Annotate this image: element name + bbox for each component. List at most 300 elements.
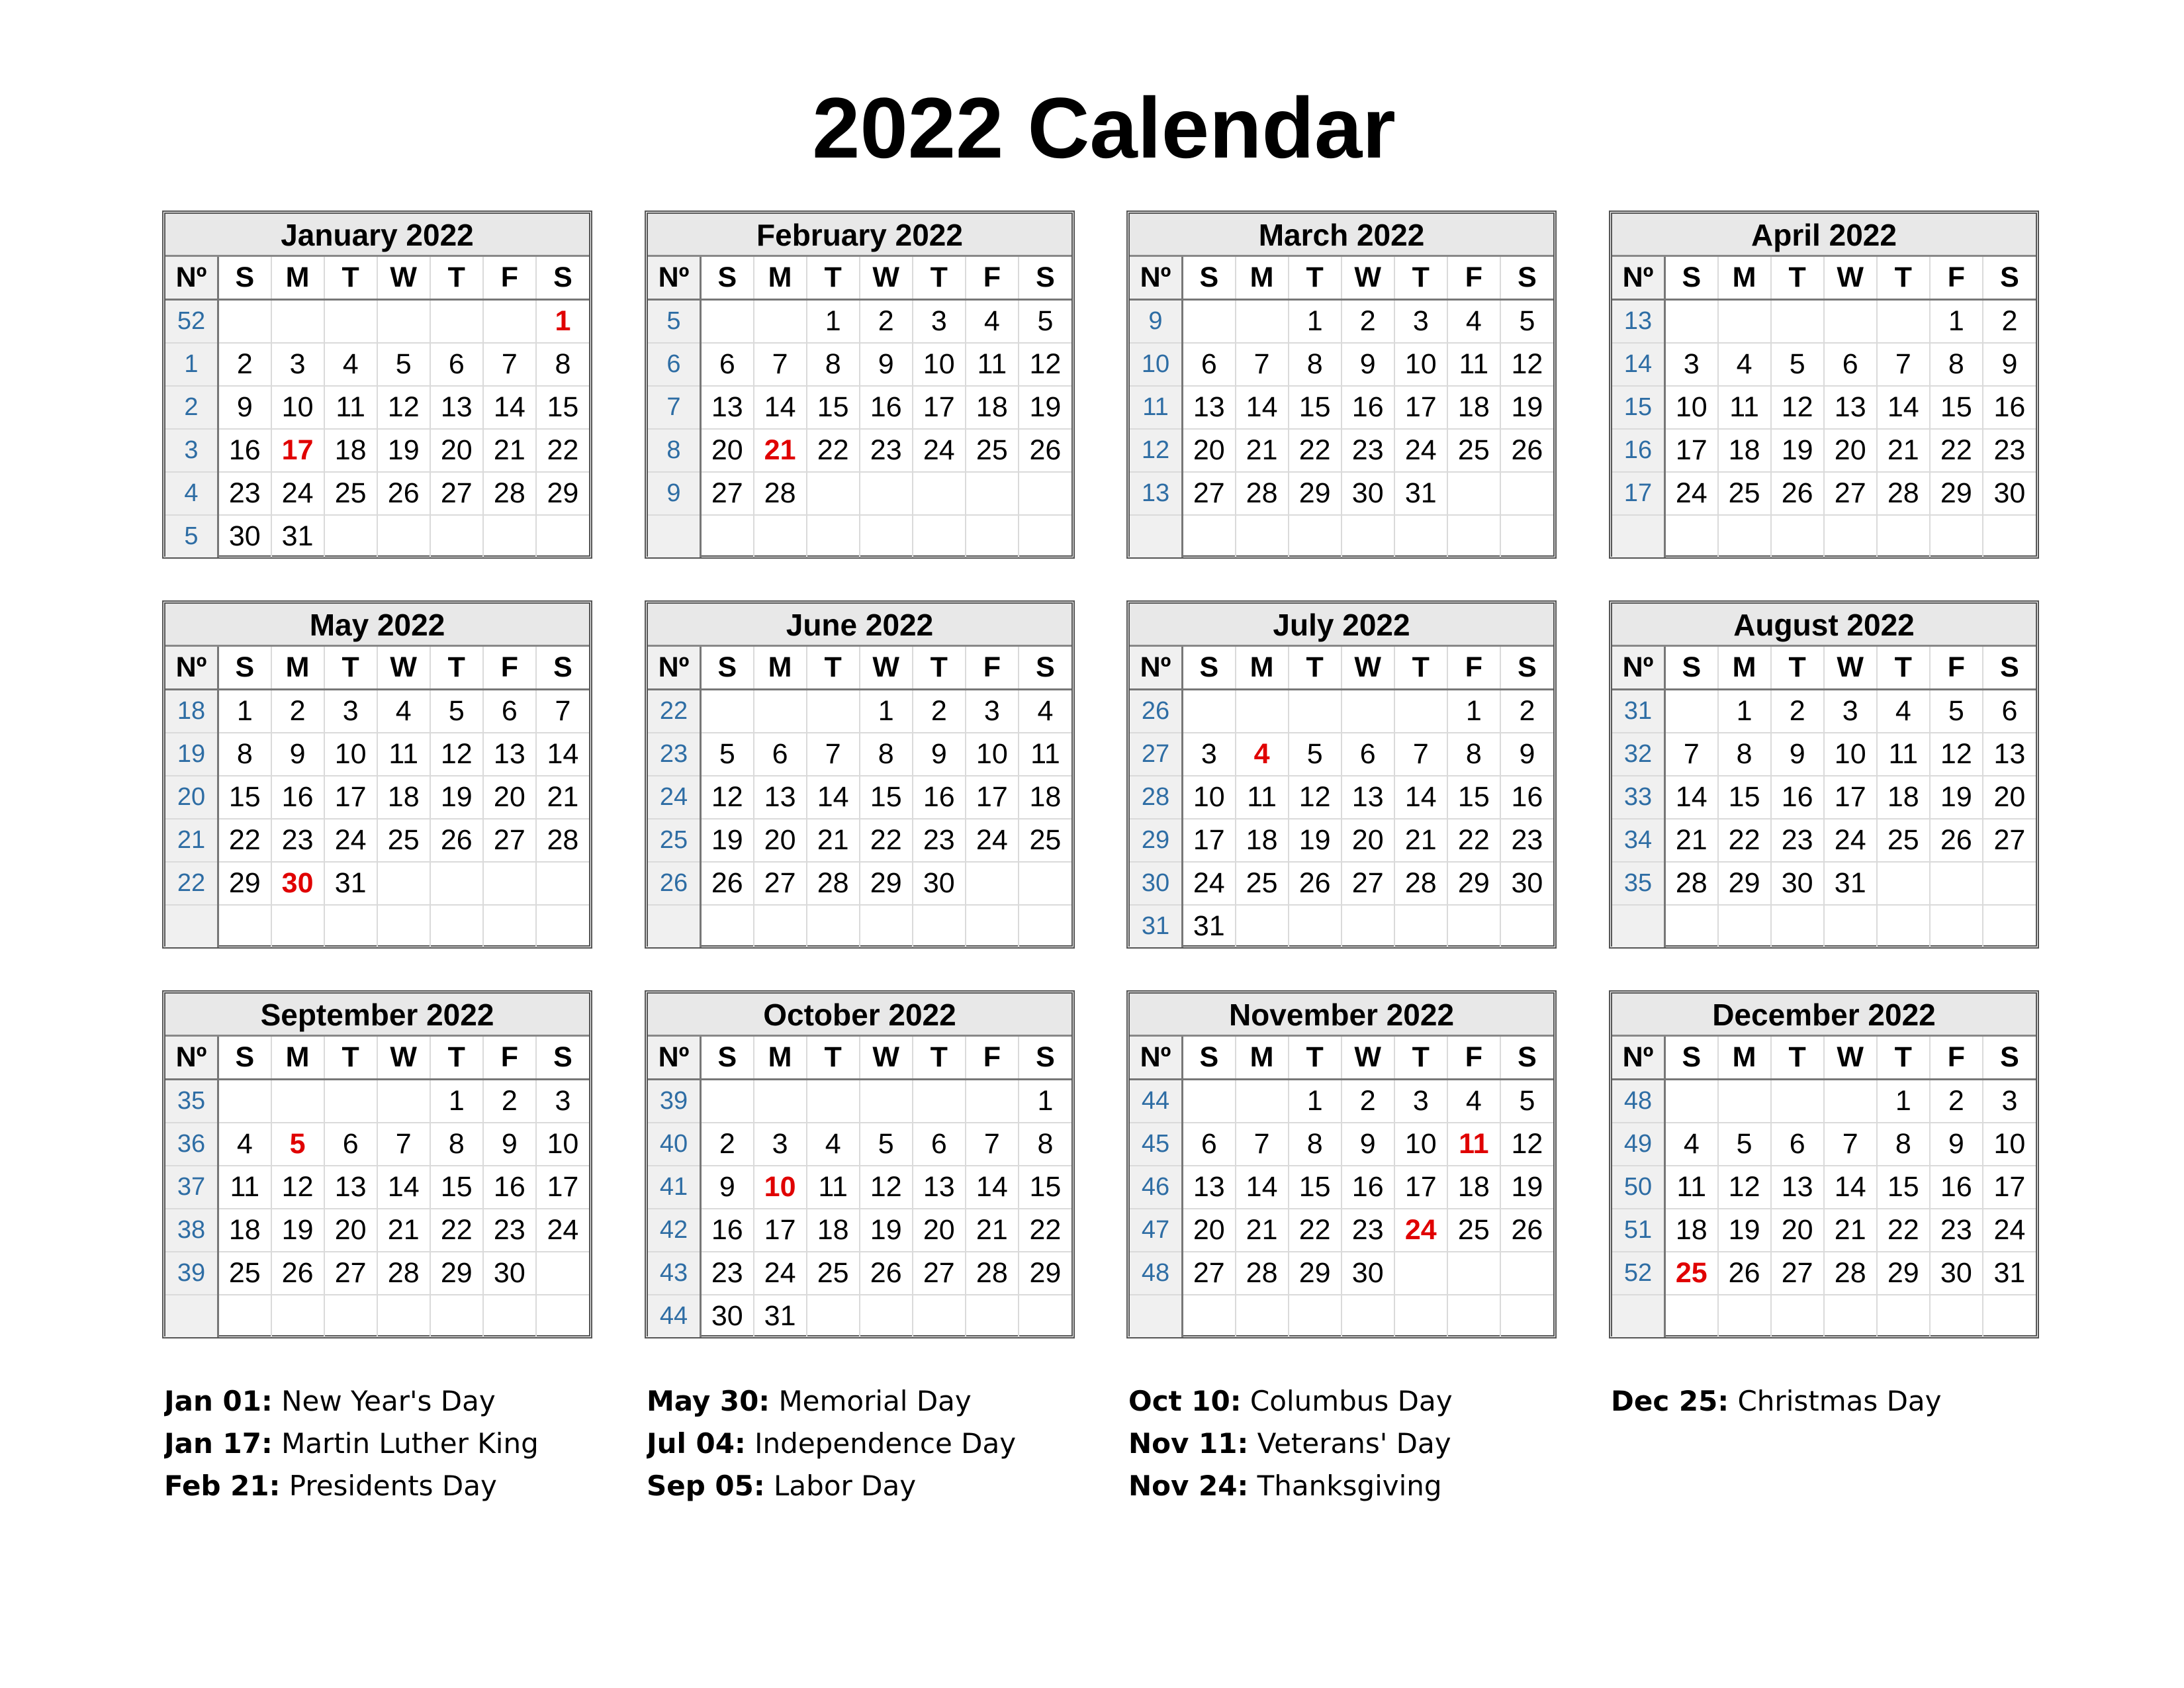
weekday-header: S	[1500, 1037, 1553, 1080]
week-number: 1	[165, 343, 218, 386]
weekday-header: T	[1394, 257, 1447, 300]
week-row	[165, 862, 589, 905]
day-cell: 24	[913, 429, 966, 472]
week-row	[165, 1295, 589, 1337]
day-cell: 24	[536, 1209, 589, 1252]
day-cell: 27	[1983, 819, 2036, 862]
holiday-name: New Year's Day	[272, 1385, 496, 1417]
day-cell	[483, 515, 536, 557]
week-number: 17	[1612, 472, 1665, 515]
month-title: September 2022	[165, 994, 589, 1037]
week-number: 31	[1612, 690, 1665, 733]
weekday-header: W	[1824, 257, 1877, 300]
day-cell: 25	[966, 429, 1019, 472]
weekday-header: F	[483, 1037, 536, 1080]
month-title: August 2022	[1612, 604, 2036, 647]
day-cell: 3	[966, 690, 1019, 733]
weekday-header: F	[1447, 647, 1500, 690]
day-cell: 17	[1394, 386, 1447, 429]
day-cell: 8	[430, 1123, 483, 1166]
day-cell: 12	[1500, 1123, 1553, 1166]
week-number: 52	[165, 300, 218, 344]
day-cell	[1447, 905, 1500, 947]
week-number: 51	[1612, 1209, 1665, 1252]
weekday-header: T	[1877, 647, 1930, 690]
day-cell: 1	[1718, 690, 1771, 733]
day-cell: 17	[536, 1166, 589, 1209]
week-number: 19	[165, 733, 218, 776]
day-cell: 2	[1342, 1080, 1394, 1123]
weekday-header-row	[1130, 647, 1553, 690]
week-number-header: Nº	[165, 257, 218, 300]
day-cell	[913, 515, 966, 557]
week-row	[648, 343, 1071, 386]
holiday-item	[1128, 1423, 1592, 1465]
holiday-day-cell: 25	[1665, 1252, 1718, 1295]
day-cell: 8	[536, 343, 589, 386]
month-grid	[1612, 257, 2036, 557]
day-cell: 2	[1930, 1080, 1983, 1123]
day-cell	[1771, 1080, 1824, 1123]
weekday-header: T	[807, 647, 860, 690]
holiday-date: Oct 10:	[1128, 1385, 1242, 1417]
day-cell: 10	[1665, 386, 1718, 429]
day-cell: 15	[1718, 776, 1771, 819]
holiday-item	[164, 1380, 627, 1423]
day-cell: 26	[1930, 819, 1983, 862]
day-cell: 11	[377, 733, 430, 776]
day-cell: 25	[218, 1252, 271, 1295]
month-grid	[1612, 647, 2036, 947]
week-row	[1612, 1166, 2036, 1209]
weekday-header: S	[1665, 647, 1718, 690]
week-number: 13	[1130, 472, 1183, 515]
day-cell: 3	[913, 300, 966, 344]
month-calendar	[645, 990, 1075, 1338]
month-grid	[165, 1037, 589, 1337]
day-cell: 7	[377, 1123, 430, 1166]
day-cell: 26	[1500, 429, 1553, 472]
weekday-header: M	[1236, 647, 1289, 690]
week-row	[648, 862, 1071, 905]
weekday-header: S	[218, 1037, 271, 1080]
week-row	[165, 819, 589, 862]
month-grid	[165, 257, 589, 557]
weekday-header: S	[536, 257, 589, 300]
day-cell: 12	[1019, 343, 1071, 386]
day-cell	[271, 1295, 324, 1337]
day-cell: 13	[1342, 776, 1394, 819]
week-number: 2	[165, 386, 218, 429]
day-cell: 22	[1289, 429, 1342, 472]
week-row	[165, 1123, 589, 1166]
day-cell: 20	[1183, 429, 1236, 472]
day-cell: 9	[1983, 343, 2036, 386]
day-cell: 4	[1019, 690, 1071, 733]
weekday-header: T	[1289, 647, 1342, 690]
week-number-header: Nº	[1130, 257, 1183, 300]
day-cell: 14	[1394, 776, 1447, 819]
weekday-header: S	[1500, 257, 1553, 300]
week-row	[1130, 733, 1553, 776]
week-row	[1130, 1209, 1553, 1252]
day-cell: 23	[271, 819, 324, 862]
day-cell: 10	[324, 733, 377, 776]
weekday-header: S	[536, 1037, 589, 1080]
day-cell: 21	[1394, 819, 1447, 862]
day-cell	[324, 905, 377, 947]
week-number: 15	[1612, 386, 1665, 429]
weekday-header-row	[1130, 1037, 1553, 1080]
month-title: November 2022	[1130, 994, 1553, 1037]
weekday-header: M	[1236, 257, 1289, 300]
day-cell	[1718, 1080, 1771, 1123]
day-cell: 22	[430, 1209, 483, 1252]
day-cell	[754, 905, 807, 947]
week-number: 13	[1612, 300, 1665, 344]
day-cell: 14	[1236, 386, 1289, 429]
day-cell: 1	[1019, 1080, 1071, 1123]
week-row	[648, 819, 1071, 862]
day-cell: 16	[913, 776, 966, 819]
day-cell: 10	[536, 1123, 589, 1166]
week-number: 48	[1130, 1252, 1183, 1295]
day-cell	[966, 472, 1019, 515]
day-cell: 28	[754, 472, 807, 515]
week-number: 45	[1130, 1123, 1183, 1166]
week-number: 36	[165, 1123, 218, 1166]
day-cell	[1342, 1295, 1394, 1337]
day-cell: 26	[1500, 1209, 1553, 1252]
day-cell: 19	[1500, 1166, 1553, 1209]
weekday-header: T	[807, 1037, 860, 1080]
day-cell: 4	[377, 690, 430, 733]
day-cell: 1	[807, 300, 860, 344]
day-cell	[1983, 515, 2036, 557]
week-number: 8	[648, 429, 701, 472]
day-cell: 5	[377, 343, 430, 386]
weekday-header: T	[913, 1037, 966, 1080]
day-cell: 28	[1236, 1252, 1289, 1295]
day-cell: 18	[1718, 429, 1771, 472]
day-cell: 13	[754, 776, 807, 819]
day-cell: 14	[1665, 776, 1718, 819]
holiday-name: Martin Luther King	[272, 1427, 539, 1460]
holiday-date: Nov 11:	[1128, 1427, 1249, 1460]
day-cell	[1289, 1295, 1342, 1337]
week-number: 7	[648, 386, 701, 429]
day-cell: 7	[536, 690, 589, 733]
day-cell: 18	[1236, 819, 1289, 862]
day-cell: 1	[1930, 300, 1983, 344]
month-calendar	[1126, 211, 1557, 559]
day-cell: 29	[1289, 1252, 1342, 1295]
day-cell: 17	[1983, 1166, 2036, 1209]
month-title: June 2022	[648, 604, 1071, 647]
day-cell: 11	[324, 386, 377, 429]
day-cell	[430, 905, 483, 947]
weekday-header: S	[218, 257, 271, 300]
day-cell: 16	[1983, 386, 2036, 429]
day-cell: 12	[377, 386, 430, 429]
day-cell: 7	[483, 343, 536, 386]
weekday-header: M	[754, 647, 807, 690]
day-cell	[430, 515, 483, 557]
day-cell	[377, 300, 430, 344]
weekday-header-row	[1612, 257, 2036, 300]
day-cell: 10	[913, 343, 966, 386]
day-cell: 6	[324, 1123, 377, 1166]
weekday-header: S	[536, 647, 589, 690]
day-cell	[324, 1080, 377, 1123]
holiday-name: Christmas Day	[1729, 1385, 1942, 1417]
day-cell: 11	[1236, 776, 1289, 819]
day-cell: 18	[1447, 386, 1500, 429]
day-cell	[1183, 1080, 1236, 1123]
day-cell: 2	[1500, 690, 1553, 733]
day-cell	[1236, 1295, 1289, 1337]
weekday-header: F	[1447, 257, 1500, 300]
holiday-item	[647, 1465, 1110, 1507]
week-row	[165, 1252, 589, 1295]
week-row	[165, 343, 589, 386]
day-cell: 21	[1665, 819, 1718, 862]
month-calendar	[1609, 990, 2039, 1338]
day-cell: 11	[1019, 733, 1071, 776]
holiday-name: Columbus Day	[1241, 1385, 1453, 1417]
day-cell: 27	[483, 819, 536, 862]
day-cell: 13	[1771, 1166, 1824, 1209]
day-cell	[483, 862, 536, 905]
day-cell: 1	[1447, 690, 1500, 733]
holiday-date: Jan 01:	[164, 1385, 273, 1417]
week-row	[1612, 905, 2036, 947]
day-cell: 31	[324, 862, 377, 905]
day-cell	[1718, 515, 1771, 557]
day-cell	[218, 300, 271, 344]
day-cell: 9	[218, 386, 271, 429]
day-cell: 11	[1665, 1166, 1718, 1209]
week-number: 26	[648, 862, 701, 905]
month-calendar	[1126, 600, 1557, 949]
day-cell: 15	[1447, 776, 1500, 819]
day-cell: 21	[536, 776, 589, 819]
weekday-header: F	[966, 257, 1019, 300]
day-cell: 6	[913, 1123, 966, 1166]
day-cell: 5	[1718, 1123, 1771, 1166]
day-cell: 9	[1342, 1123, 1394, 1166]
day-cell: 4	[1877, 690, 1930, 733]
week-number-header: Nº	[648, 1037, 701, 1080]
day-cell: 9	[1771, 733, 1824, 776]
day-cell	[1771, 905, 1824, 947]
day-cell: 17	[1394, 1166, 1447, 1209]
weekday-header: M	[1718, 647, 1771, 690]
holiday-item	[647, 1380, 1110, 1423]
month-title: April 2022	[1612, 214, 2036, 257]
week-row	[648, 905, 1071, 947]
week-row	[1612, 862, 2036, 905]
holiday-item	[164, 1465, 627, 1507]
day-cell	[483, 1295, 536, 1337]
week-number: 6	[648, 343, 701, 386]
day-cell: 8	[218, 733, 271, 776]
day-cell	[324, 515, 377, 557]
holiday-day-cell: 10	[754, 1166, 807, 1209]
day-cell: 27	[701, 472, 754, 515]
day-cell: 7	[966, 1123, 1019, 1166]
day-cell: 25	[807, 1252, 860, 1295]
week-number: 9	[648, 472, 701, 515]
holiday-name: Thanksgiving	[1248, 1470, 1442, 1502]
holiday-day-cell: 21	[754, 429, 807, 472]
week-number: 42	[648, 1209, 701, 1252]
day-cell: 9	[701, 1166, 754, 1209]
day-cell	[377, 515, 430, 557]
day-cell: 30	[701, 1295, 754, 1337]
day-cell	[1183, 690, 1236, 733]
holiday-day-cell: 5	[271, 1123, 324, 1166]
weekday-header: S	[1500, 647, 1553, 690]
week-row	[165, 690, 589, 733]
day-cell: 8	[1930, 343, 1983, 386]
day-cell: 21	[1877, 429, 1930, 472]
day-cell: 14	[807, 776, 860, 819]
weekday-header: T	[1394, 647, 1447, 690]
week-number: 24	[648, 776, 701, 819]
week-row	[1612, 733, 2036, 776]
day-cell	[966, 905, 1019, 947]
week-number: 5	[648, 300, 701, 344]
day-cell: 27	[913, 1252, 966, 1295]
day-cell: 16	[218, 429, 271, 472]
day-cell	[1930, 515, 1983, 557]
week-number: 46	[1130, 1166, 1183, 1209]
day-cell: 17	[754, 1209, 807, 1252]
day-cell: 2	[271, 690, 324, 733]
weekday-header: F	[1930, 257, 1983, 300]
week-number: 50	[1612, 1166, 1665, 1209]
day-cell: 24	[1665, 472, 1718, 515]
day-cell	[1824, 300, 1877, 344]
week-row	[1612, 1209, 2036, 1252]
weekday-header-row	[165, 257, 589, 300]
day-cell: 21	[1236, 1209, 1289, 1252]
day-cell: 24	[966, 819, 1019, 862]
week-number	[1612, 1295, 1665, 1337]
day-cell: 26	[271, 1252, 324, 1295]
day-cell: 21	[377, 1209, 430, 1252]
week-row	[1130, 776, 1553, 819]
day-cell: 7	[1394, 733, 1447, 776]
month-calendar	[645, 600, 1075, 949]
day-cell	[1665, 905, 1718, 947]
day-cell	[754, 300, 807, 344]
weekday-header-row	[648, 257, 1071, 300]
day-cell: 5	[1771, 343, 1824, 386]
day-cell	[807, 690, 860, 733]
day-cell: 5	[1019, 300, 1071, 344]
day-cell: 29	[1289, 472, 1342, 515]
day-cell: 14	[1824, 1166, 1877, 1209]
day-cell: 28	[807, 862, 860, 905]
week-number: 18	[165, 690, 218, 733]
week-row	[1130, 300, 1553, 344]
week-number: 31	[1130, 905, 1183, 947]
holiday-day-cell: 1	[536, 300, 589, 344]
day-cell: 17	[1183, 819, 1236, 862]
day-cell: 30	[913, 862, 966, 905]
day-cell: 30	[1983, 472, 2036, 515]
day-cell: 29	[1930, 472, 1983, 515]
day-cell: 18	[218, 1209, 271, 1252]
week-row	[165, 386, 589, 429]
week-row	[165, 1166, 589, 1209]
day-cell: 5	[860, 1123, 913, 1166]
day-cell	[860, 1080, 913, 1123]
holiday-item	[1611, 1380, 2074, 1423]
day-cell	[966, 862, 1019, 905]
day-cell: 22	[1877, 1209, 1930, 1252]
week-number: 10	[1130, 343, 1183, 386]
day-cell: 21	[966, 1209, 1019, 1252]
weekday-header: T	[430, 1037, 483, 1080]
day-cell: 13	[1183, 1166, 1236, 1209]
weekday-header: W	[377, 1037, 430, 1080]
day-cell: 15	[430, 1166, 483, 1209]
day-cell	[913, 1080, 966, 1123]
day-cell	[536, 862, 589, 905]
weekday-header-row	[1612, 647, 2036, 690]
day-cell: 15	[1877, 1166, 1930, 1209]
day-cell: 30	[1930, 1252, 1983, 1295]
week-row	[1130, 862, 1553, 905]
day-cell: 16	[1342, 386, 1394, 429]
day-cell: 30	[483, 1252, 536, 1295]
day-cell: 15	[1289, 1166, 1342, 1209]
day-cell: 12	[1289, 776, 1342, 819]
weekday-header: T	[807, 257, 860, 300]
day-cell	[913, 1295, 966, 1337]
weekday-header: T	[913, 257, 966, 300]
day-cell: 19	[1771, 429, 1824, 472]
day-cell: 1	[430, 1080, 483, 1123]
day-cell: 25	[1718, 472, 1771, 515]
weekday-header: T	[430, 647, 483, 690]
holiday-item	[647, 1423, 1110, 1465]
day-cell: 29	[1877, 1252, 1930, 1295]
day-cell: 7	[1236, 1123, 1289, 1166]
day-cell: 20	[430, 429, 483, 472]
page-title: 2022 Calendar	[812, 79, 1396, 176]
day-cell: 20	[1183, 1209, 1236, 1252]
day-cell: 16	[1342, 1166, 1394, 1209]
day-cell	[271, 1080, 324, 1123]
day-cell	[1236, 300, 1289, 344]
day-cell: 15	[860, 776, 913, 819]
week-row	[165, 515, 589, 557]
day-cell: 18	[1019, 776, 1071, 819]
week-number	[1612, 905, 1665, 947]
day-cell: 7	[1665, 733, 1718, 776]
week-number: 32	[1612, 733, 1665, 776]
day-cell	[271, 300, 324, 344]
day-cell: 26	[1771, 472, 1824, 515]
day-cell: 24	[1183, 862, 1236, 905]
day-cell	[1877, 862, 1930, 905]
day-cell	[1019, 472, 1071, 515]
day-cell: 27	[1771, 1252, 1824, 1295]
